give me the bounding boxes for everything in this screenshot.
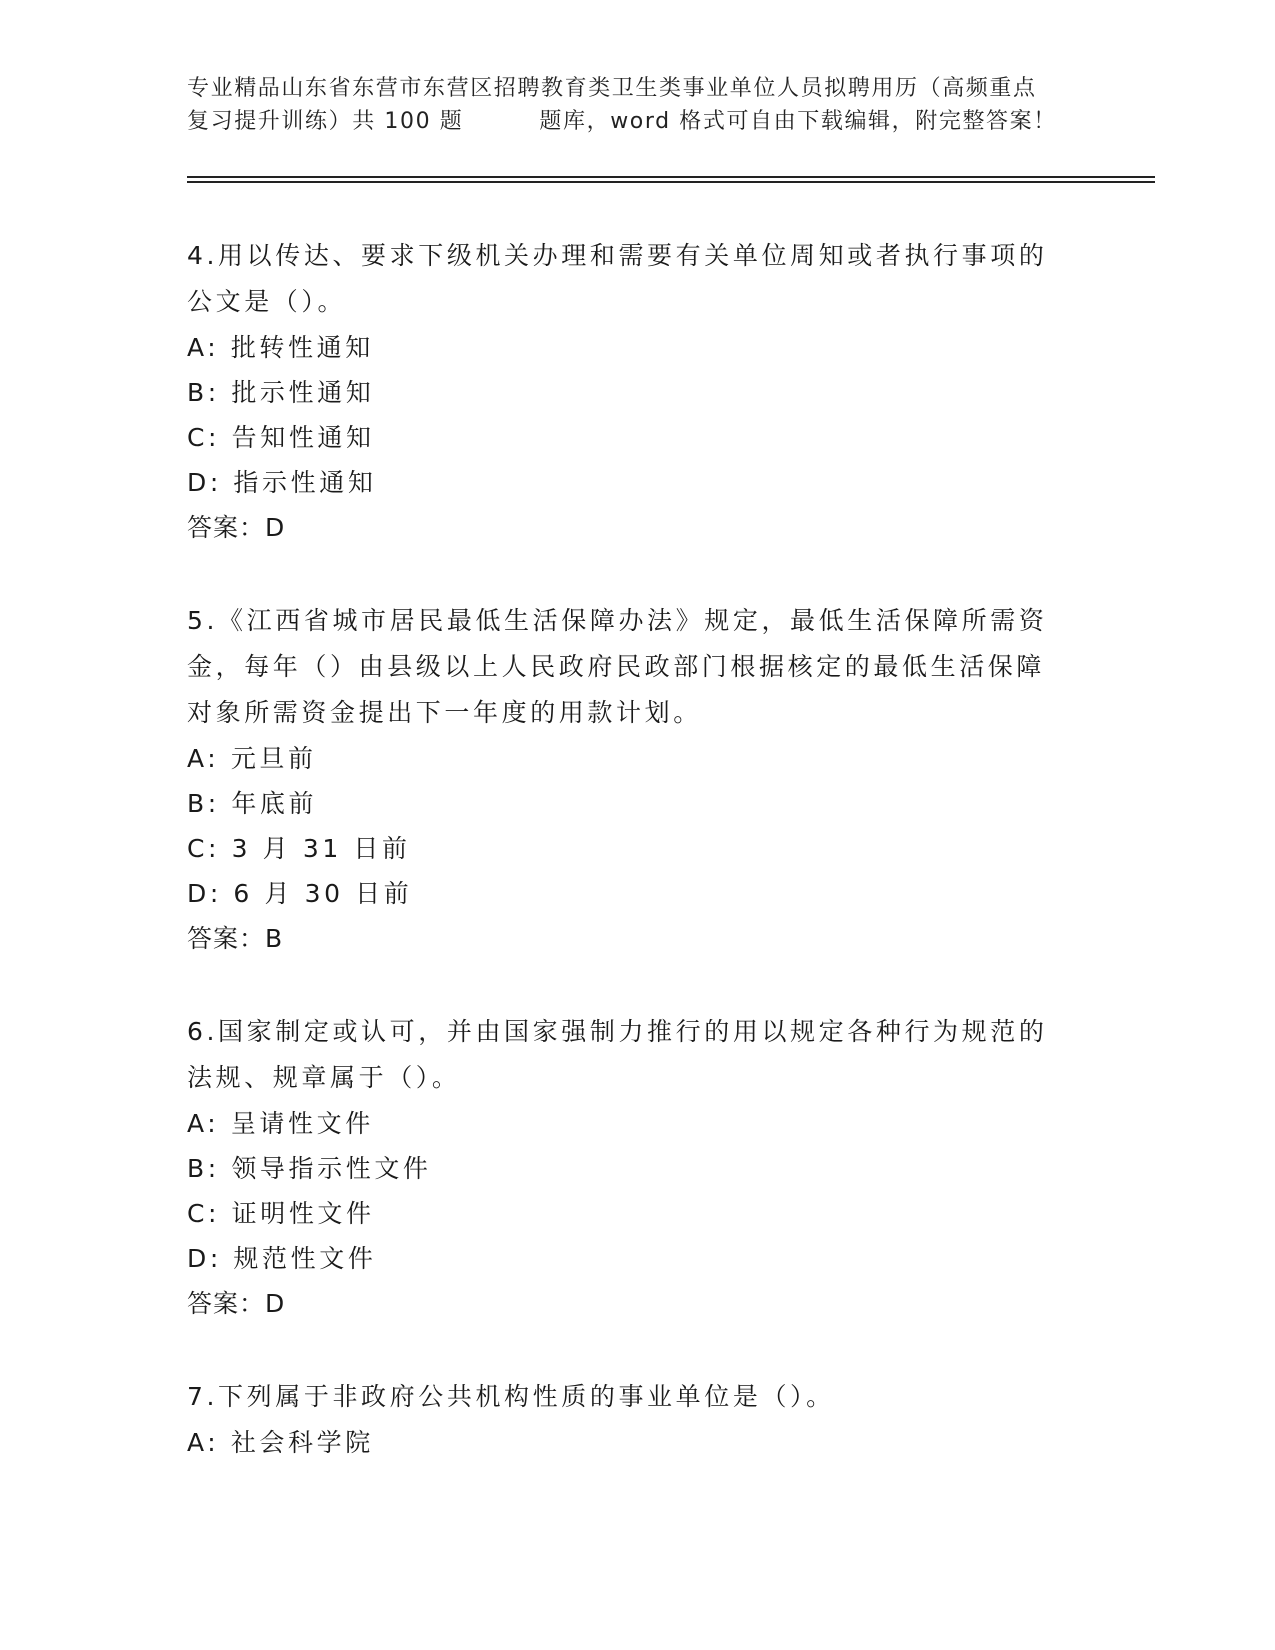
question-block: [187, 1009, 1087, 1327]
question-stem-line: 对象所需资金提出下一年度的用款计划。: [187, 698, 702, 727]
header-line-2-part-1: 复习提升训练）共 100 题: [187, 109, 464, 134]
answer-option: B: 年底前: [187, 789, 318, 818]
answer-option: A: 呈请性文件: [187, 1109, 374, 1138]
header-line-2-part-2: 题库，word 格式可自由下载编辑，附完整答案！: [539, 109, 1057, 134]
answer-key: 答案：B: [187, 924, 284, 953]
header-divider-bottom: [187, 181, 1155, 183]
answer-option: B: 领导指示性文件: [187, 1154, 432, 1183]
answer-option: D: 指示性通知: [187, 468, 377, 497]
document-header: [187, 72, 1087, 138]
question-stem-line: 5.《江西省城市居民最低生活保障办法》规定，最低生活保障所需资: [187, 606, 1048, 635]
question-stem-line: 金，每年（）由县级以上人民政府民政部门根据核定的最低生活保障: [187, 652, 1046, 681]
question-block: [187, 598, 1087, 962]
question-block: [187, 1374, 1087, 1465]
question-stem-line: 6.国家制定或认可，并由国家强制力推行的用以规定各种行为规范的: [187, 1017, 1048, 1046]
answer-key: 答案：D: [187, 513, 286, 542]
question-stem-line: 4.用以传达、要求下级机关办理和需要有关单位周知或者执行事项的: [187, 241, 1048, 270]
answer-option: B: 批示性通知: [187, 378, 375, 407]
answer-key: 答案：D: [187, 1289, 286, 1318]
header-line-2: [187, 105, 1087, 138]
header-divider-top: [187, 176, 1155, 178]
question-stem-line: 法规、规章属于（）。: [187, 1063, 461, 1092]
question-stem-line: 7.下列属于非政府公共机构性质的事业单位是（）。: [187, 1382, 835, 1411]
answer-option: C: 证明性文件: [187, 1199, 375, 1228]
question-list: [187, 233, 1087, 1512]
question-block: [187, 233, 1087, 551]
answer-option: C: 告知性通知: [187, 423, 375, 452]
question-stem-line: 公文是（）。: [187, 287, 347, 316]
answer-option: D: 规范性文件: [187, 1244, 377, 1273]
header-line-1: 专业精品山东省东营市东营区招聘教育类卫生类事业单位人员拟聘用历（高频重点: [187, 76, 1037, 101]
answer-option: A: 元旦前: [187, 744, 317, 773]
answer-option: A: 批转性通知: [187, 333, 374, 362]
answer-option: A: 社会科学院: [187, 1428, 374, 1457]
answer-option: D: 6 月 30 日前: [187, 879, 413, 908]
answer-option: C: 3 月 31 日前: [187, 834, 411, 863]
